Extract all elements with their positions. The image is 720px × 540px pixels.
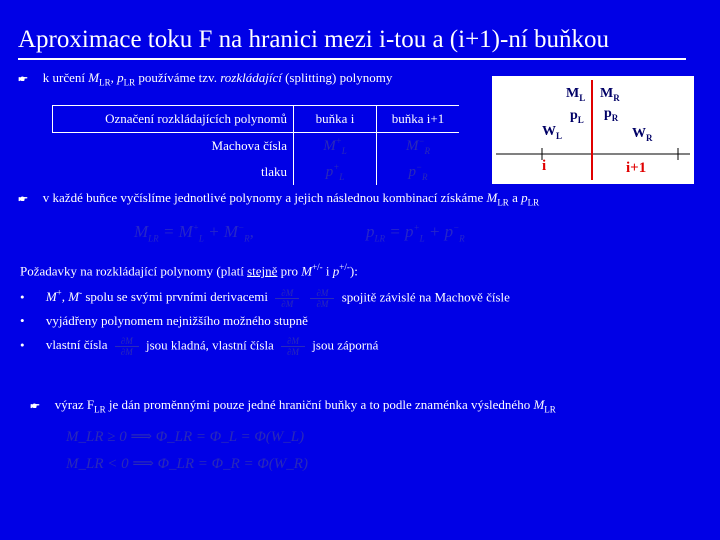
- label-cell-i1: i+1: [626, 160, 647, 176]
- label-MR: $M_R$: [600, 86, 620, 103]
- label-WR: $W_R$: [632, 126, 653, 143]
- table-header-cell-i: buňka i: [294, 106, 377, 133]
- label-WL: $W_L$: [542, 124, 563, 141]
- derivative-fraction: $\frac{\partial M}{\partial M}$: [115, 336, 139, 357]
- upwind-formula-positive: M_LR ≥ 0 ⟹ Φ_LR = Φ_L = Φ(W_L): [66, 429, 305, 445]
- formula-pressure: $p_{LR} = p^+_L + p^-_R$: [366, 222, 465, 244]
- bullet-splitting: [18, 70, 392, 88]
- label-pR: $p_R$: [604, 106, 619, 123]
- mach-minus-R: $M^-_R$: [405, 136, 431, 156]
- title-underline: [18, 58, 686, 60]
- bullet2-m-sub: LR: [497, 197, 509, 208]
- list-item: • M+, M- spolu se svými prvními derivacemi $\frac{\partial M}{\partial M}$ $\frac{\partial M}{\partial M}$ spojitě závislé na Machově čísle: [20, 288, 510, 309]
- row-label-mach: Machova čísla: [211, 138, 287, 153]
- table-header-cell-i1: buňka i+1: [377, 106, 460, 133]
- list-item: • vlastní čísla $\frac{\partial M}{\partial M}$ jsou kladná, vlastní čísla $\frac{\partial M}{\partial M}$ jsou záporná: [20, 336, 379, 357]
- row-label-pressure: tlaku: [261, 164, 287, 179]
- label-ML: $M_L$: [566, 86, 586, 103]
- label-cell-i: i: [542, 158, 547, 174]
- bullet1-post: (splitting) polynomy: [281, 70, 393, 85]
- bullet2-p-sub: LR: [527, 197, 540, 208]
- bullet1-emph: rozkládající: [220, 70, 282, 85]
- bullet-evaluate: [18, 190, 539, 208]
- table-row: [53, 133, 460, 160]
- diagram-lines: [492, 76, 694, 184]
- bullet1-sep: ,: [110, 70, 118, 85]
- bullet2-m: M: [486, 190, 498, 205]
- bullet1-p: p: [117, 70, 124, 85]
- bullet1-m-sub: LR: [99, 77, 111, 88]
- table-header-label: Označení rozkládajících polynomů: [53, 106, 294, 133]
- formula-mach: $M_{LR} = M^+_L + M^-_R$,: [134, 222, 254, 244]
- derivative-fraction: $\frac{\partial M}{\partial M}$: [310, 288, 334, 309]
- cell-interface-diagram: [492, 76, 694, 184]
- bullet1-p-sub: LR: [123, 77, 136, 88]
- derivative-fraction: $\frac{\partial M}{\partial M}$: [275, 288, 299, 309]
- bullet1-text: k určení: [42, 70, 89, 85]
- mach-plus-L: $M^+_L$: [323, 136, 347, 156]
- pressure-minus-R: $p^-_R$: [408, 162, 428, 182]
- bullet-icon: 🖝: [18, 71, 28, 86]
- slide-title: Aproximace toku F na hranici mezi i-tou a (i+1)-ní buňkou: [18, 26, 610, 53]
- bullet2-p: p: [521, 190, 528, 205]
- splitting-table: [52, 105, 459, 185]
- bullet-icon: 🖝: [18, 191, 28, 206]
- table-row: [53, 159, 460, 185]
- bullet1-m: M: [88, 70, 100, 85]
- bullet1-mid: používáme tzv.: [135, 70, 221, 85]
- bullet-upwind: 🖝 výraz $F_{LR}$ je dán proměnnými pouze jedné hraniční buňky a to podle znaménka výsledného $M_{LR}$: [30, 397, 556, 415]
- label-pL: $p_L$: [570, 108, 584, 125]
- upwind-formula-negative: M_LR < 0 ⟹ Φ_LR = Φ_R = Φ(W_R): [66, 456, 308, 472]
- bullet-icon: 🖝: [30, 398, 40, 413]
- requirements-heading: Požadavky na rozkládající polynomy (platí stejně pro M+/- i p+/-):: [20, 262, 358, 279]
- derivative-fraction: $\frac{\partial M}{\partial M}$: [281, 336, 305, 357]
- pressure-plus-L: $p^+_L$: [325, 162, 345, 182]
- bullet2-and: a: [508, 190, 522, 205]
- list-item: • vyjádřeny polynomem nejnižšího možného stupně: [20, 313, 308, 328]
- bullet2-text: v každé buňce vyčíslíme jednotlivé polynomy a jejich následnou kombinací získáme: [42, 190, 487, 205]
